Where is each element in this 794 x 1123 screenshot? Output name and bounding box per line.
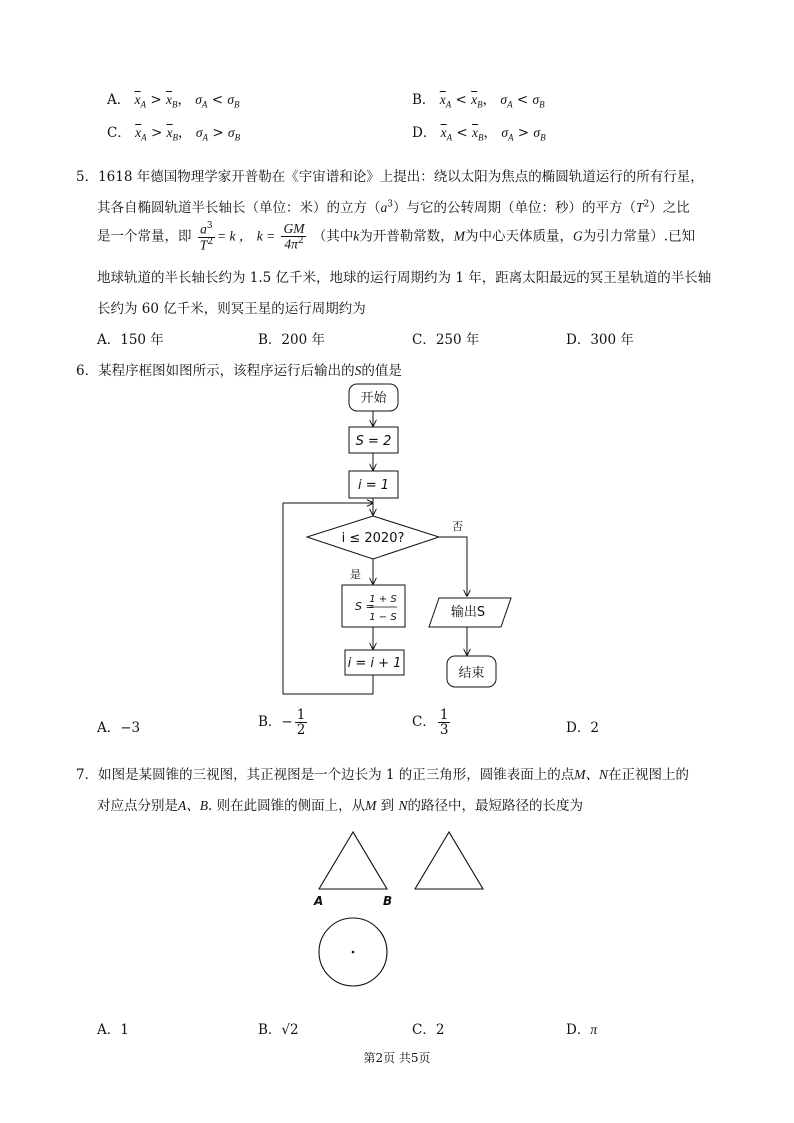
flow-update-s-den: 1 − S [369,612,397,623]
top-view-center-dot [352,951,355,954]
q6-stem: 6．某程序框图如图所示，该程序运行后输出的S的值是 [76,363,402,379]
flow-update-s-lhs: S = [355,600,375,613]
flow-incr-box [345,650,404,675]
q5-option-a: A．150 年 [97,332,164,348]
flow-incr-label: i = i + 1 [347,656,402,671]
q5-line-3: 是一个常量，即 $\frac{a^3}{T^2}$ = k ， k = $\frac{GM}{4\pi^2}$ （其中k为开普勒常数，M为中心天体质量，G为引力常量）.已知 [97,221,696,253]
q6-option-b: B．− $\frac{1}{2}$ [258,707,306,739]
page-footer: 第2页 共5页 [363,1051,431,1065]
gm-fraction: $\frac{GM}{4\pi^2}$ [283,221,305,252]
front-view-label-b: B [383,894,393,908]
flow-output-parallelogram [429,598,511,627]
flow-decision-diamond [307,516,439,559]
q7-line-1: 7．如图是某圆锥的三视图，其正视图是一个边长为 1 的正三角形，圆锥表面上的点M、N在正视图上的 [76,767,690,783]
flow-loop-back [283,503,373,694]
q4-option-d: D． $\overline{x}_A < \overline{x}_B$， $\sigma_A > \sigma_B$ [412,125,546,143]
flow-no-branch [439,537,467,596]
q6-number: 6． [76,363,99,379]
q7-line-2: 对应点分别是A、B. 则在此圆锥的侧面上，从M 到 N的路径中，最短路径的长度为 [97,798,583,814]
flow-output-label: 输出S [450,605,486,620]
flow-cond-label: i ≤ 2020? [341,531,405,546]
q7-option-a: A．1 [97,1022,129,1038]
flow-no-label: 否 [452,520,463,533]
flow-end-label: 结束 [458,666,485,681]
q4-option-c: C． $\overline{x}_A > \overline{x}_B$， $\sigma_A > \sigma_B$ [107,125,241,143]
flow-start-box [349,384,398,411]
q6-option-a: A．−3 [97,720,141,736]
q7-option-c: C．2 [412,1022,445,1038]
q5-number: 5． [76,169,99,185]
flow-start-label: 开始 [360,391,387,406]
q7-option-d: D．π [566,1022,598,1038]
q5-line-1: 5．1618 年德国物理学家开普勒在《宇宙谱和论》上提出：绕以太阳为焦点的椭圆轨道运行的所有行星， [76,169,704,185]
q4-option-a: A． $\overline{x}_A > \overline{x}_B$， $\sigma_A < \sigma_B$ [107,92,240,110]
front-view-triangle [319,832,387,889]
flow-init-i-box [349,471,398,498]
q5-line-4: 地球轨道的半长轴长约为 1.5 亿千米，地球的运行周期约为 1 年，距离太阳最远的冥王星轨道的半长轴 [97,270,712,286]
q5-line-5: 长约为 60 亿千米，则冥王星的运行周期约为 [97,301,366,317]
q5-option-d: D．300 年 [566,332,634,348]
flow-end-box [447,656,496,687]
flow-yes-label: 是 [350,568,361,581]
kepler-fraction: $\frac{a^3}{T^2}$ [199,221,214,253]
flow-update-s-box [342,585,405,627]
q6-option-d: D．2 [566,720,599,736]
front-view-label-a: A [314,894,324,908]
q4-option-b: B． $\overline{x}_A < \overline{x}_B$， $\sigma_A < \sigma_B$ [412,92,545,110]
q5-option-c: C．250 年 [412,332,480,348]
top-view-circle [319,918,387,986]
q5-option-b: B．200 年 [258,332,325,348]
q5-line-2: 其各自椭圆轨道半长轴长（单位：米）的立方$(a^3)$与它的公转周期（单位：秒）的平方$(T^2)$之比 [97,199,690,216]
q6-option-c: C． $\frac{1}{3}$ [412,707,449,739]
q7-number: 7． [76,767,99,783]
flow-init-s-box [349,427,398,453]
flow-init-s-label: S = 2 [355,434,392,449]
flow-update-s-num: 1 + S [369,594,397,605]
flow-init-i-label: i = 1 [357,478,390,493]
side-view-triangle [415,832,483,889]
q7-option-b: B．√2 [258,1022,299,1038]
